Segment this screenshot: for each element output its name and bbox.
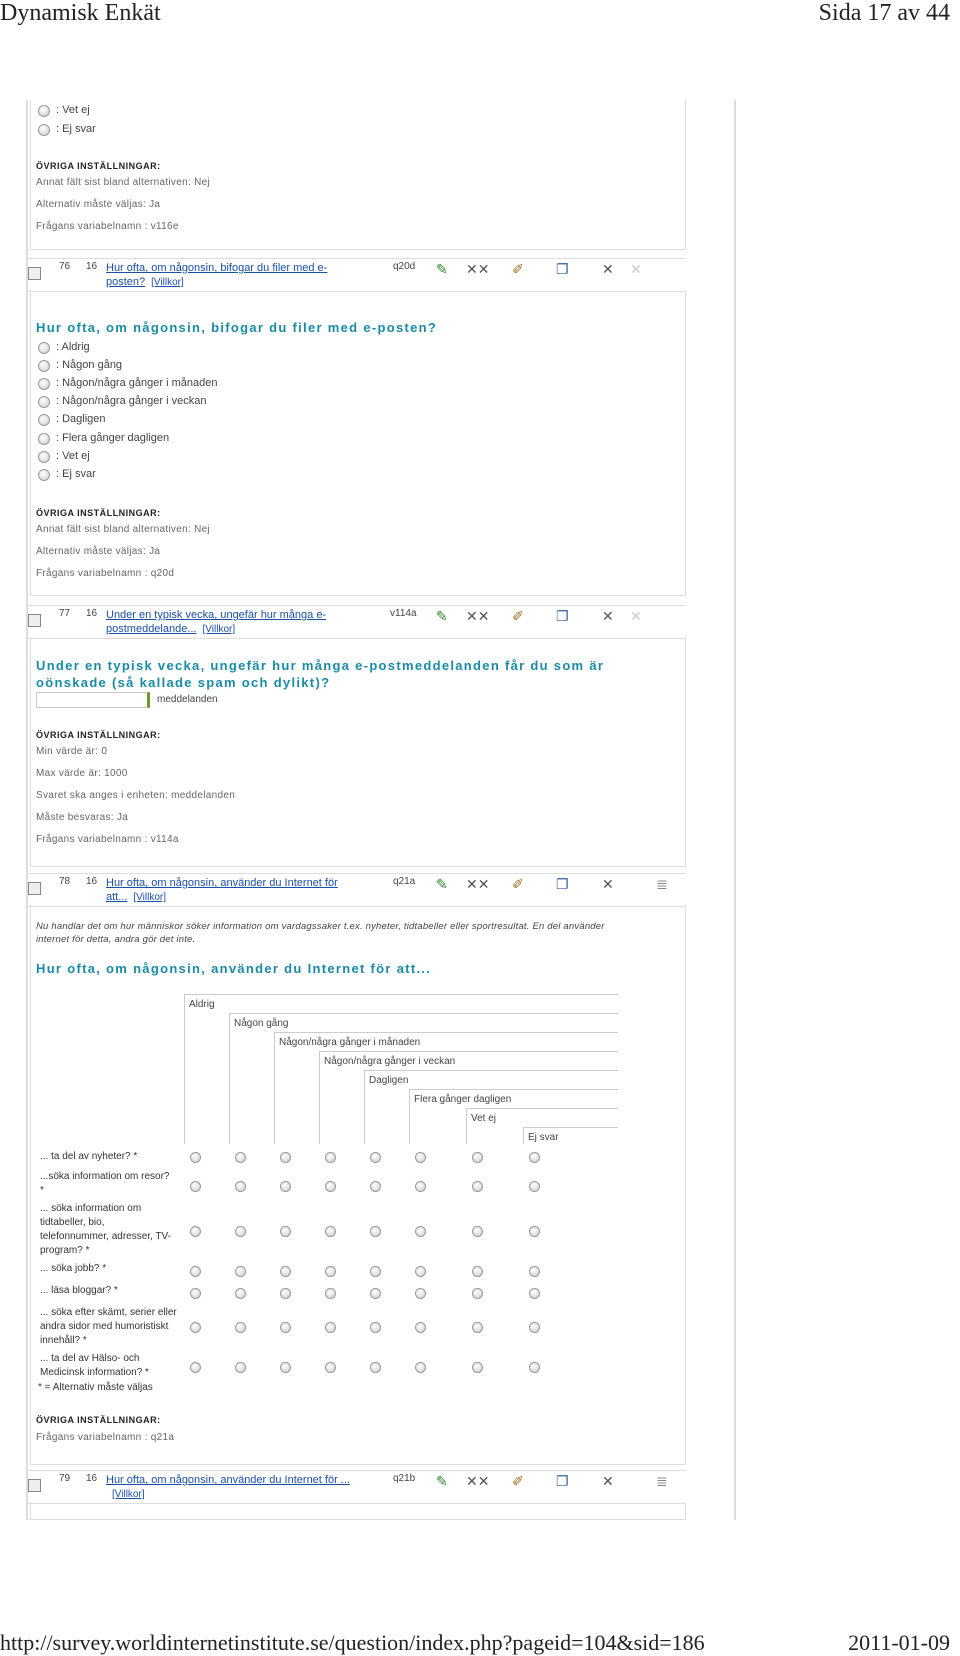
matrix-radio[interactable] bbox=[190, 1226, 201, 1237]
settings-heading: ÖVRIGA INSTÄLLNINGAR: bbox=[36, 161, 161, 171]
page-number: Sida 17 av 44 bbox=[818, 0, 950, 26]
page-index: 16 bbox=[86, 608, 98, 619]
frame-left-border bbox=[26, 100, 28, 1520]
radio-icon[interactable] bbox=[38, 378, 50, 390]
write-icon[interactable]: ✐ bbox=[512, 876, 524, 892]
villkor-link[interactable]: [Villkor] bbox=[202, 624, 236, 635]
matrix-radio[interactable] bbox=[190, 1266, 201, 1277]
remove-icon[interactable]: ✕✕ bbox=[466, 876, 490, 892]
write-icon[interactable]: ✐ bbox=[512, 261, 524, 277]
matrix-radio[interactable] bbox=[370, 1152, 381, 1163]
matrix-row-label: ... läsa bloggar? * bbox=[40, 1285, 118, 1296]
column-header: Någon/några gånger i veckan bbox=[319, 1051, 618, 1144]
copy-icon[interactable]: ❐ bbox=[556, 608, 569, 624]
matrix-radio[interactable] bbox=[472, 1266, 483, 1277]
matrix-radio[interactable] bbox=[235, 1181, 246, 1192]
matrix-radio[interactable] bbox=[472, 1322, 483, 1333]
question-number: 79 bbox=[59, 1473, 71, 1484]
question-title: Hur ofta, om någonsin, bifogar du filer med e-posten? bbox=[36, 320, 438, 335]
delete-icon[interactable]: ✕ bbox=[602, 261, 614, 277]
matrix-radio[interactable] bbox=[415, 1362, 426, 1373]
disabled-icon: ✕ bbox=[630, 261, 642, 277]
document-title: Dynamisk Enkät bbox=[0, 0, 161, 26]
row-checkbox[interactable] bbox=[28, 614, 41, 627]
number-input[interactable] bbox=[36, 692, 150, 708]
matrix-radio[interactable] bbox=[529, 1322, 540, 1333]
matrix-radio[interactable] bbox=[415, 1322, 426, 1333]
edit-icon[interactable]: ✎ bbox=[436, 608, 448, 624]
clear-list-icon[interactable]: ≣ bbox=[656, 1473, 668, 1489]
matrix-radio[interactable] bbox=[235, 1266, 246, 1277]
matrix-radio[interactable] bbox=[529, 1181, 540, 1192]
question-link[interactable] bbox=[106, 261, 346, 290]
matrix-radio[interactable] bbox=[529, 1152, 540, 1163]
matrix-row-label: ... ta del av nyheter? * bbox=[40, 1151, 138, 1162]
radio-icon[interactable] bbox=[38, 469, 50, 481]
row-checkbox[interactable] bbox=[28, 882, 41, 895]
matrix-radio[interactable] bbox=[370, 1288, 381, 1299]
matrix-radio[interactable] bbox=[325, 1226, 336, 1237]
setting-line: Alternativ måste väljas: Ja bbox=[36, 546, 161, 557]
matrix-radio[interactable] bbox=[280, 1288, 291, 1299]
matrix-radio[interactable] bbox=[190, 1322, 201, 1333]
question-intro: Nu handlar det om hur människor söker information om vardagssaker t.ex. nyheter, tidtabeller eller sportresultat. En del använder internet för detta, andra gör det inte. bbox=[36, 921, 605, 945]
matrix-radio[interactable] bbox=[472, 1152, 483, 1163]
frame-right-border bbox=[734, 100, 736, 1520]
matrix-radio[interactable] bbox=[280, 1322, 291, 1333]
question-link[interactable] bbox=[106, 876, 346, 905]
copy-icon[interactable]: ❐ bbox=[556, 261, 569, 277]
page-index: 16 bbox=[86, 876, 98, 887]
matrix-radio[interactable] bbox=[529, 1226, 540, 1237]
question-link-text[interactable]: Hur ofta, om någonsin, bifogar du filer med e-posten? bbox=[106, 262, 328, 288]
matrix-radio[interactable] bbox=[235, 1226, 246, 1237]
delete-icon[interactable]: ✕ bbox=[602, 1473, 614, 1489]
unit-label: meddelanden bbox=[157, 694, 218, 705]
column-header: Dagligen bbox=[364, 1070, 618, 1144]
radio-icon[interactable] bbox=[38, 360, 50, 372]
print-date: 2011-01-09 bbox=[848, 1630, 950, 1655]
column-header: Flera gånger dagligen bbox=[409, 1089, 618, 1144]
matrix-row-label: ... söka information om tidtabeller, bio, telefonnummer, adresser, TV-program? * bbox=[40, 1203, 171, 1256]
matrix-radio[interactable] bbox=[190, 1152, 201, 1163]
radio-icon[interactable] bbox=[38, 451, 50, 463]
matrix-radio[interactable] bbox=[190, 1362, 201, 1373]
matrix-radio[interactable] bbox=[472, 1288, 483, 1299]
setting-line: Annat fält sist bland alternativen: Nej bbox=[36, 177, 211, 188]
setting-line: Svaret ska anges i enheten: meddelanden bbox=[36, 790, 236, 801]
matrix-radio[interactable] bbox=[190, 1288, 201, 1299]
copy-icon[interactable]: ❐ bbox=[556, 1473, 569, 1489]
matrix-radio[interactable] bbox=[280, 1152, 291, 1163]
matrix-row-label: ... söka efter skämt, serier eller andra sidor med humoristiskt innehåll? * bbox=[40, 1307, 177, 1346]
clear-list-icon[interactable]: ≣ bbox=[656, 876, 668, 892]
delete-icon[interactable]: ✕ bbox=[602, 876, 614, 892]
matrix-radio[interactable] bbox=[280, 1362, 291, 1373]
edit-icon[interactable]: ✎ bbox=[436, 876, 448, 892]
villkor-link[interactable]: [Villkor] bbox=[151, 277, 184, 288]
setting-line: Frågans variabelnamn : v116e bbox=[36, 221, 179, 232]
row-checkbox[interactable] bbox=[28, 267, 41, 280]
matrix-radio[interactable] bbox=[235, 1322, 246, 1333]
column-header: Ej svar bbox=[523, 1127, 618, 1144]
remove-icon[interactable]: ✕✕ bbox=[466, 608, 490, 624]
matrix-radio[interactable] bbox=[235, 1362, 246, 1373]
matrix-radio[interactable] bbox=[325, 1152, 336, 1163]
remove-icon[interactable]: ✕✕ bbox=[466, 261, 490, 277]
column-header: Någon gång bbox=[229, 1013, 618, 1144]
radio-icon[interactable] bbox=[38, 124, 50, 136]
matrix-radio[interactable] bbox=[415, 1152, 426, 1163]
matrix-radio[interactable] bbox=[529, 1362, 540, 1373]
matrix-radio[interactable] bbox=[472, 1362, 483, 1373]
matrix-radio[interactable] bbox=[370, 1226, 381, 1237]
setting-line: Max värde är: 1000 bbox=[36, 768, 128, 779]
matrix-row-label: ...söka information om resor? * bbox=[40, 1171, 170, 1196]
matrix-radio[interactable] bbox=[325, 1266, 336, 1277]
question-title: Hur ofta, om någonsin, använder du Internet för att... bbox=[36, 961, 432, 976]
matrix-radio[interactable] bbox=[235, 1288, 246, 1299]
matrix-radio[interactable] bbox=[280, 1181, 291, 1192]
matrix-radio[interactable] bbox=[190, 1181, 201, 1192]
villkor-link[interactable]: [Villkor] bbox=[133, 892, 167, 903]
row-checkbox[interactable] bbox=[28, 1479, 41, 1492]
matrix-radio[interactable] bbox=[280, 1226, 291, 1237]
villkor-link[interactable]: [Villkor] bbox=[112, 1489, 145, 1500]
question-row-76 bbox=[26, 258, 686, 292]
matrix-radio[interactable] bbox=[325, 1288, 336, 1299]
matrix-radio[interactable] bbox=[415, 1181, 426, 1192]
matrix-radio[interactable] bbox=[325, 1362, 336, 1373]
matrix-radio[interactable] bbox=[529, 1266, 540, 1277]
question-link-text[interactable]: Under en typisk vecka, ungefär hur många e-postmeddelande... bbox=[106, 609, 327, 635]
remove-icon[interactable]: ✕✕ bbox=[466, 1473, 490, 1489]
question-link[interactable] bbox=[106, 608, 346, 637]
radio-icon[interactable] bbox=[38, 414, 50, 426]
question-row-79 bbox=[26, 1470, 686, 1504]
matrix-radio[interactable] bbox=[415, 1288, 426, 1299]
question-number: 78 bbox=[59, 876, 71, 887]
radio-icon[interactable] bbox=[38, 342, 50, 354]
matrix-radio[interactable] bbox=[235, 1152, 246, 1163]
matrix-radio[interactable] bbox=[370, 1181, 381, 1192]
variable-code: q20d bbox=[393, 261, 416, 272]
matrix-radio[interactable] bbox=[415, 1226, 426, 1237]
setting-line: Frågans variabelnamn : q21a bbox=[36, 1432, 175, 1443]
copy-icon[interactable]: ❐ bbox=[556, 876, 569, 892]
question-title: Under en typisk vecka, ungefär hur många e-postmeddelanden får du som är oönskade (så kallade spam och dylikt)? bbox=[36, 658, 605, 690]
matrix-radio[interactable] bbox=[370, 1322, 381, 1333]
disabled-icon: ✕ bbox=[630, 608, 642, 624]
matrix-row-label: ... ta del av Hälso- och Medicinsk information? * bbox=[40, 1353, 149, 1378]
settings-heading: ÖVRIGA INSTÄLLNINGAR: bbox=[36, 1415, 161, 1425]
matrix-radio[interactable] bbox=[280, 1266, 291, 1277]
variable-code: v114a bbox=[390, 608, 417, 619]
radio-icon[interactable] bbox=[38, 105, 50, 117]
question-link[interactable] bbox=[106, 1473, 376, 1502]
write-icon[interactable]: ✐ bbox=[512, 1473, 524, 1489]
setting-line: Alternativ måste väljas: Ja bbox=[36, 199, 161, 210]
matrix-radio[interactable] bbox=[370, 1362, 381, 1373]
required-footnote: * = Alternativ måste väljas bbox=[38, 1382, 153, 1393]
write-icon[interactable]: ✐ bbox=[512, 608, 524, 624]
question-link-text[interactable]: Hur ofta, om någonsin, använder du Internet för att... bbox=[106, 877, 338, 903]
matrix-radio[interactable] bbox=[472, 1181, 483, 1192]
page-url: http://survey.worldinternetinstitute.se/question/index.php?pageid=104&sid=186 bbox=[0, 1630, 705, 1655]
setting-line: Annat fält sist bland alternativen: Nej bbox=[36, 524, 211, 535]
delete-icon[interactable]: ✕ bbox=[602, 608, 614, 624]
radio-icon[interactable] bbox=[38, 396, 50, 408]
edit-icon[interactable]: ✎ bbox=[436, 1473, 448, 1489]
question-number: 76 bbox=[59, 261, 71, 272]
question-block-79 bbox=[30, 1502, 686, 1520]
radio-icon[interactable] bbox=[38, 433, 50, 445]
column-header: Aldrig bbox=[184, 994, 618, 1144]
matrix-radio[interactable] bbox=[325, 1322, 336, 1333]
variable-code: q21a bbox=[393, 876, 416, 887]
page-index: 16 bbox=[86, 1473, 98, 1484]
matrix-radio[interactable] bbox=[529, 1288, 540, 1299]
matrix-row-label: ... söka jobb? * bbox=[40, 1263, 107, 1274]
setting-line: Min värde är: 0 bbox=[36, 746, 108, 757]
setting-line: Måste besvaras: Ja bbox=[36, 812, 129, 823]
setting-line: Frågans variabelnamn : v114a bbox=[36, 834, 179, 845]
matrix-radio[interactable] bbox=[370, 1266, 381, 1277]
page-index: 16 bbox=[86, 261, 98, 272]
question-number: 77 bbox=[59, 608, 71, 619]
settings-heading: ÖVRIGA INSTÄLLNINGAR: bbox=[36, 730, 161, 740]
settings-heading: ÖVRIGA INSTÄLLNINGAR: bbox=[36, 508, 161, 518]
column-header: Vet ej bbox=[466, 1108, 618, 1144]
question-row-77 bbox=[26, 605, 686, 639]
question-link-text[interactable]: Hur ofta, om någonsin, använder du Internet för ... bbox=[106, 1474, 350, 1486]
matrix-radio[interactable] bbox=[472, 1226, 483, 1237]
matrix-radio[interactable] bbox=[325, 1181, 336, 1192]
edit-icon[interactable]: ✎ bbox=[436, 261, 448, 277]
matrix-radio[interactable] bbox=[415, 1266, 426, 1277]
setting-line: Frågans variabelnamn : q20d bbox=[36, 568, 175, 579]
column-header: Någon/några gånger i månaden bbox=[274, 1032, 618, 1144]
variable-code: q21b bbox=[393, 1473, 416, 1484]
question-row-78 bbox=[26, 873, 686, 907]
